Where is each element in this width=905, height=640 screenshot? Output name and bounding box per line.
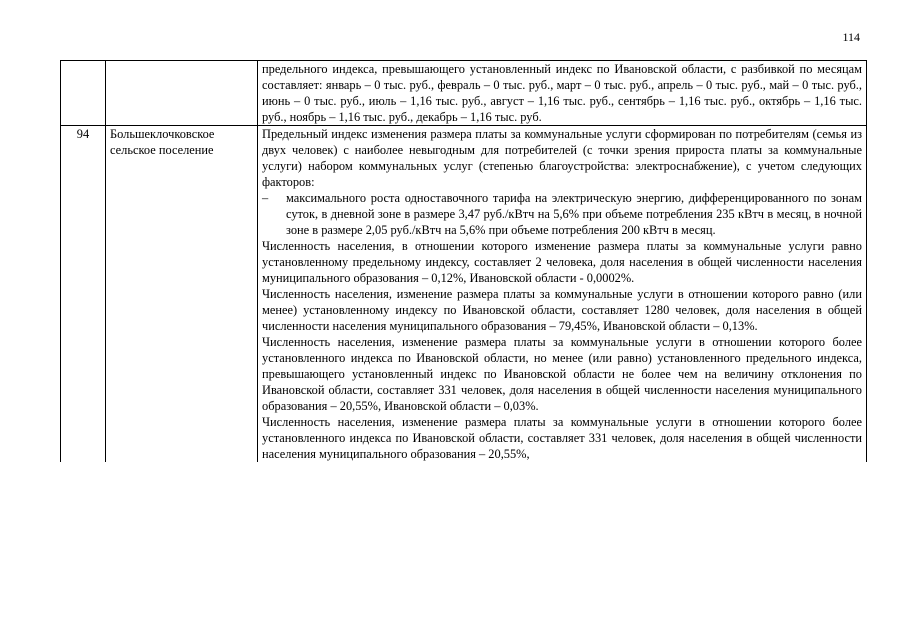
row-number-cell: 94 (61, 126, 106, 463)
page-number: 114 (842, 30, 860, 44)
paragraph: Численность населения, изменение размера платы за коммунальные услуги в отношении которого более установленного индекса по Ивановской области, составляет 331 человек, доля населения в общей численности населения муниципального образования – 20,55%, (262, 415, 862, 461)
intro-paragraph: Предельный индекс изменения размера платы за коммунальные услуги сформирован по потребителям (семья из двух человек) с наиболее невыгодным для потребителей (с точки зрения прироста платы за коммунальные услуги) набором коммунальных услуг (степенью благоустройства: электроснабжение), с учетом следующих факторов: (262, 127, 862, 189)
description-cell (258, 126, 867, 463)
paragraph: предельного индекса, превышающего установленный индекс по Ивановской области, с разбивкой по месяцам составляет: январь – 0 тыс. руб., февраль – 0 тыс. руб., март – 0 тыс. руб., апрель – 0 тыс. руб., май – 0 тыс. руб., июнь – 0 тыс. руб., июль – 1,16 тыс. руб., август – 1,16 тыс. руб., сентябрь – 1,16 тыс. руб., октябрь – 1,16 тыс. руб., ноябрь – 1,16 тыс. руб., декабрь – 1,16 тыс. руб. (262, 62, 862, 124)
table-row (61, 126, 867, 463)
municipality-name-cell (106, 61, 258, 126)
paragraph: Численность населения, в отношении которого изменение размера платы за коммунальные услуги равно установленному предельному индексу, составляет 2 человека, доля населения в общей численности населения муниципального образования – 0,12%, Ивановской области - 0,0002%. (262, 239, 862, 285)
bullet-text: максимального роста одноставочного тарифа на электрическую энергию, дифференцированного по зонам суток, в дневной зоне в размере 3,47 руб./кВтч на 5,6% при объеме потребления 235 кВтч в месяц, в ночной зоне в размере 2,05 руб./кВтч на 5,6% при объеме потребления 200 кВтч в месяц. (286, 191, 862, 237)
paragraph: Численность населения, изменение размера платы за коммунальные услуги в отношении которого равно (или менее) установленному индексу по Ивановской области, составляет 1280 человек, доля населения в общей численности населения муниципального образования – 79,45%, Ивановской области – 0,13%. (262, 287, 862, 333)
municipal-index-table (60, 60, 867, 462)
description-cell (258, 61, 867, 126)
row-number-cell (61, 61, 106, 126)
table-row (61, 61, 867, 126)
paragraph: Численность населения, изменение размера платы за коммунальные услуги в отношении которого более установленного индекса по Ивановской области, но менее (или равно) установленного предельного индекса, превышающего установленный индекс по Ивановской области не более чем на величину отклонения по Ивановской области, составляет 331 человек, доля населения в общей численности населения муниципального образования – 20,55%, Ивановской области – 0,03%. (262, 335, 862, 413)
municipality-name-cell: Большеклочковское сельское поселение (106, 126, 258, 463)
bullet-dash: – (262, 191, 269, 205)
bullet-item (262, 190, 862, 238)
